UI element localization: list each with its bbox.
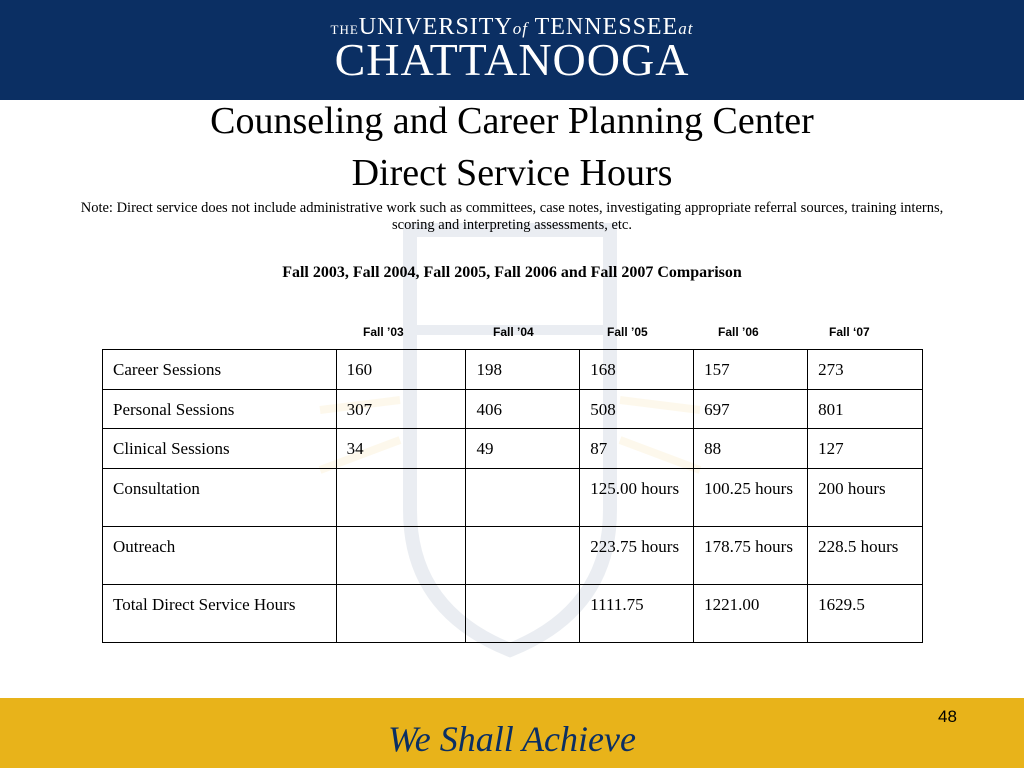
table-cell: 406 (466, 390, 580, 429)
table-cell: 1221.00 (694, 585, 808, 643)
logo-tennessee: TENNESSEE (534, 14, 679, 40)
table-cell: 307 (336, 390, 466, 429)
table-cell: 100.25 hours (694, 469, 808, 527)
table-cell: 200 hours (808, 469, 923, 527)
column-header-fall-05: Fall ’05 (607, 325, 648, 339)
table-cell (466, 527, 580, 585)
row-label: Total Direct Service Hours (103, 585, 337, 643)
slide-number: 48 (938, 707, 957, 726)
table-cell (466, 469, 580, 527)
table-cell: 160 (336, 350, 466, 390)
table-cell: 228.5 hours (808, 527, 923, 585)
column-header-fall-03: Fall ’03 (363, 325, 404, 339)
table-cell: 178.75 hours (694, 527, 808, 585)
table-cell: 127 (808, 429, 923, 469)
table-row (103, 350, 923, 390)
row-label: Career Sessions (103, 350, 337, 390)
table-cell: 88 (694, 429, 808, 469)
table-cell (336, 469, 466, 527)
slide-note: Note: Direct service does not include administrative work such as committees, case notes, investigating appropriate referral sources, training interns, scoring and interpreting assessments, etc. (80, 200, 944, 233)
table-row (103, 527, 923, 585)
table-cell (336, 527, 466, 585)
logo-at: at (678, 19, 694, 38)
table-cell (336, 585, 466, 643)
table-row (103, 390, 923, 429)
logo-university: UNIVERSITY (358, 14, 513, 40)
table-row (103, 469, 923, 527)
slide-title-line2: Direct Service Hours (351, 152, 673, 194)
direct-service-table (102, 349, 923, 643)
university-logo-campus: CHATTANOOGA (334, 34, 690, 85)
table-cell: 223.75 hours (580, 527, 694, 585)
logo-of: of (512, 19, 529, 38)
column-header-fall-07: Fall ‘07 (829, 325, 870, 339)
table-cell: 34 (336, 429, 466, 469)
comparison-subtitle: Fall 2003, Fall 2004, Fall 2005, Fall 2006 and Fall 2007 Comparison (282, 264, 742, 281)
column-header-fall-06: Fall ’06 (718, 325, 759, 339)
table-cell: 87 (580, 429, 694, 469)
row-label: Consultation (103, 469, 337, 527)
table-cell: 168 (580, 350, 694, 390)
column-header-fall-04: Fall ’04 (493, 325, 534, 339)
logo-the: THE (330, 22, 359, 37)
table-cell: 49 (466, 429, 580, 469)
row-label: Personal Sessions (103, 390, 337, 429)
table-cell: 157 (694, 350, 808, 390)
table-cell: 1111.75 (580, 585, 694, 643)
table-cell: 697 (694, 390, 808, 429)
footer-motto: We Shall Achieve (388, 719, 636, 759)
table-cell: 125.00 hours (580, 469, 694, 527)
table-row (103, 585, 923, 643)
table-cell: 801 (808, 390, 923, 429)
table-cell: 273 (808, 350, 923, 390)
slide-title-line1: Counseling and Career Planning Center (210, 100, 814, 142)
row-label: Outreach (103, 527, 337, 585)
table-cell: 198 (466, 350, 580, 390)
table-row (103, 429, 923, 469)
table-cell (466, 585, 580, 643)
table-cell: 508 (580, 390, 694, 429)
table-cell: 1629.5 (808, 585, 923, 643)
row-label: Clinical Sessions (103, 429, 337, 469)
